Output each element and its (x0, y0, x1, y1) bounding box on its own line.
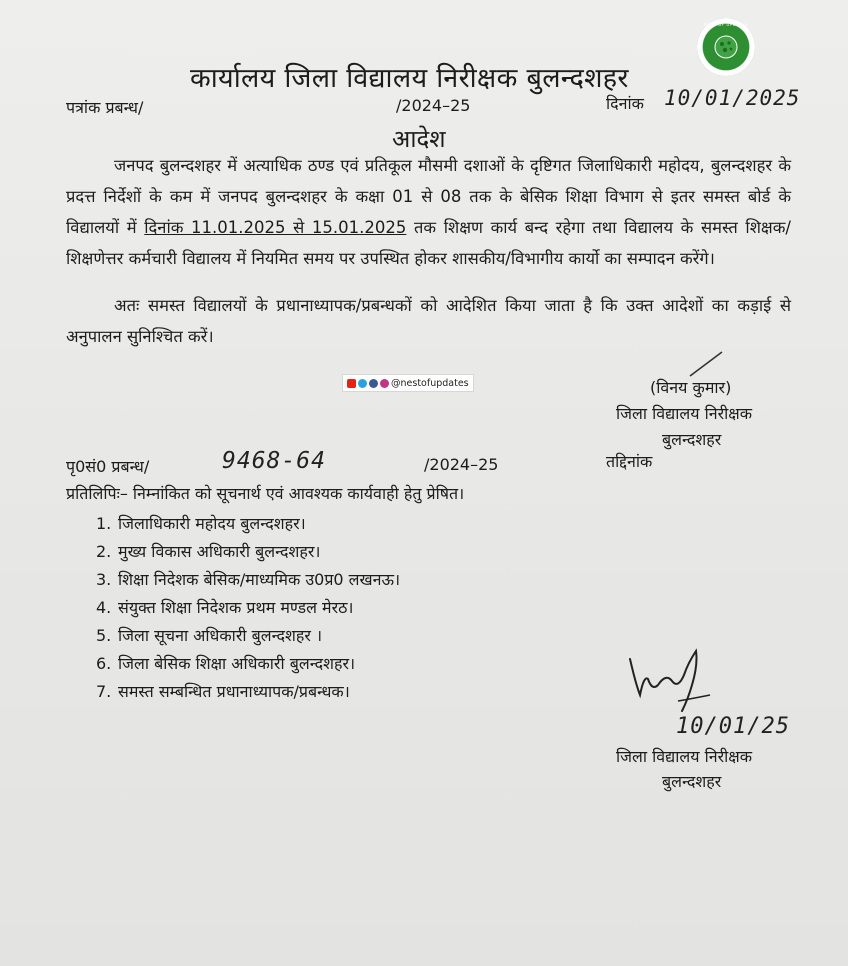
recipient-item: 5. जिला सूचना अधिकारी बुलन्दशहर । (96, 626, 323, 645)
recipient-item: 6. जिला बेसिक शिक्षा अधिकारी बुलन्दशहर। (96, 654, 356, 673)
signatory2-designation: जिला विद्यालय निरीक्षक (616, 747, 753, 766)
handwritten-date: 10/01/2025 (664, 86, 801, 110)
closure-date-range: दिनांक 11.01.2025 से 15.01.2025 (144, 218, 407, 237)
signatory-designation: जिला विद्यालय निरीक्षक (616, 404, 753, 423)
date-label: दिनांक (606, 94, 644, 113)
social-watermark (342, 374, 474, 392)
signatory-name: (विनय कुमार) (650, 378, 732, 397)
recipient-item: 4. संयुक्त शिक्षा निदेशक प्रथम मण्डल मेरठ। (96, 598, 354, 617)
same-date-label: तद्दिनांक (606, 452, 653, 471)
endorsement-ref-label: पृ0सं0 प्रबन्ध/ (66, 457, 150, 476)
order-paragraph-1 (66, 150, 791, 274)
recipient-item: 1. जिलाधिकारी महोदय बुलन्दशहर। (96, 514, 306, 533)
telegram-icon (358, 379, 367, 388)
order-paragraph-2: अतः समस्त विद्यालयों के प्रधानाध्यापक/प्रबन्धकों को आदेशित किया जाता है कि उक्त आदेशों का कड़ाई से अनुपालन सुनिश्चित करें। (66, 296, 791, 346)
youtube-icon (347, 379, 356, 388)
nest-of-updates-logo (697, 18, 755, 76)
recipient-item: 3. शिक्षा निदेशक बेसिक/माध्यमिक उ0प्र0 लखनऊ। (96, 570, 401, 589)
recipient-item: 2. मुख्य विकास अधिकारी बुलन्दशहर। (96, 542, 321, 561)
globe-icon (713, 34, 739, 60)
signature-date: 10/01/25 (676, 714, 790, 739)
handwritten-signature (626, 645, 716, 725)
order-text-part1: जनपद बुलन्दशहर में अत्याधिक ठण्ड एवं प्रतिकूल मौसमी दशाओं के दृष्टिगत जिलाधिकारी महोदय, बुलन्दशहर के प्रदत्त निर्देशों के कम में जनपद बुलन्दशहर के कक्षा 01 से 08 तक के बेसिक शिक्षा विभाग से इतर समस्त बोर्ड के विद्यालयों में (66, 156, 791, 237)
instagram-icon (380, 379, 389, 388)
signatory-place: बुलन्दशहर (662, 430, 722, 449)
copy-intro: प्रतिलिपिः– निम्नांकित को सूचनार्थ एवं आवश्यक कार्यवाही हेतु प्रेषित। (66, 484, 465, 503)
logo-ring-text: NEST OF UPDATES (703, 22, 749, 27)
office-title: कार्यालय जिला विद्यालय निरीक्षक बुलन्दशहर (190, 63, 629, 94)
endorsement-ref-number: 9468-64 (222, 448, 326, 474)
facebook-icon (369, 379, 378, 388)
letter-number-year: /2024–25 (396, 96, 471, 115)
signatory2-place: बुलन्दशहर (662, 772, 722, 791)
letter-number-label: पत्रांक प्रबन्ध/ (66, 98, 144, 117)
recipient-item: 7. समस्त सम्बन्धित प्रधानाध्यापक/प्रबन्धक। (96, 682, 350, 701)
watermark-handle: @nestofupdates (391, 377, 469, 389)
order-heading: आदेश (392, 125, 446, 153)
endorsement-ref-year: /2024–25 (424, 455, 499, 474)
order-text-part2: तक शिक्षण कार्य बन्द रहेगा तथा विद्यालय के समस्त शिक्षक/शिक्षणेत्तर कर्मचारी विद्यालय में नियमित समय पर उपस्थित होकर शासकीय/विभागीय कार्यो का सम्पादन करेंगे। (66, 218, 791, 268)
